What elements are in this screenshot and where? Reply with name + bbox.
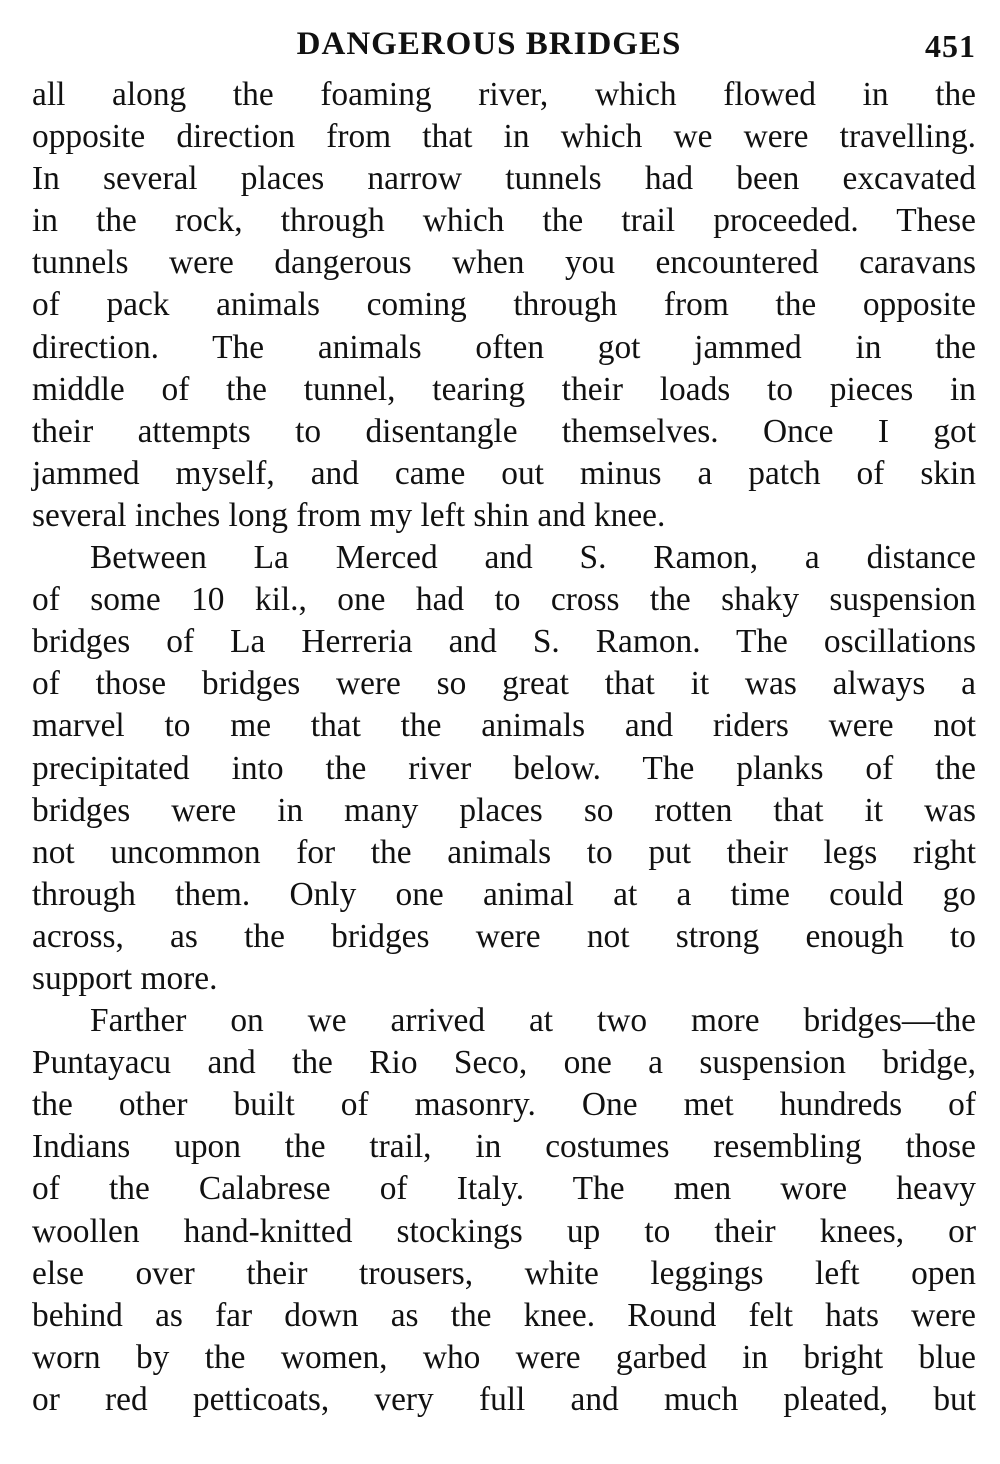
text-line: several inches long from my left shin and knee. [32, 496, 666, 534]
text-line: of pack animals coming through from the opposite [32, 286, 976, 324]
page-number: 451 [925, 28, 976, 64]
text-line: of some 10 kil., one had to cross the shaky suspension [32, 581, 976, 619]
text-line: of the Calabrese of Italy. The men wore heavy [32, 1170, 976, 1208]
text-line: In several places narrow tunnels had been excavated [32, 160, 976, 198]
text-line: through them. Only one animal at a time could go [32, 875, 976, 913]
text-line: Farther on we arrived at two more bridges—the [90, 1002, 976, 1040]
text-line: across, as the bridges were not strong enough to [32, 917, 976, 955]
text-line: Indians upon the trail, in costumes resembling those [32, 1128, 976, 1166]
text-line: tunnels were dangerous when you encountered caravans [32, 244, 976, 282]
text-line: in the rock, through which the trail proceeded. These [32, 202, 976, 240]
text-line: bridges of La Herreria and S. Ramon. The oscillations [32, 623, 976, 661]
text-line: jammed myself, and came out minus a patch of skin [32, 454, 976, 492]
book-page [32, 22, 976, 1452]
text-line: bridges were in many places so rotten that it was [32, 791, 976, 829]
text-line: Puntayacu and the Rio Seco, one a suspension bridge, [32, 1044, 976, 1082]
text-line: woollen hand-knitted stockings up to their knees, or [32, 1212, 976, 1250]
paragraph [32, 537, 976, 1000]
paragraph [32, 1000, 976, 1421]
text-line: marvel to me that the animals and riders were not [32, 707, 976, 745]
text-line: direction. The animals often got jammed in the [32, 328, 976, 366]
running-title: DANGEROUS BRIDGES [296, 26, 682, 62]
text-line: support more. [32, 959, 218, 997]
text-line: not uncommon for the animals to put their legs right [32, 833, 976, 871]
text-line: else over their trousers, white leggings left open [32, 1254, 976, 1292]
text-line: middle of the tunnel, tearing their loads to pieces in [32, 370, 976, 408]
text-line: or red petticoats, very full and much pleated, but [32, 1380, 976, 1418]
text-line: Between La Merced and S. Ramon, a distance [90, 539, 976, 577]
text-line: the other built of masonry. One met hundreds of [32, 1086, 976, 1124]
text-line: opposite direction from that in which we were travelling. [32, 118, 976, 156]
text-line: worn by the women, who were garbed in bright blue [32, 1338, 976, 1376]
paragraph [32, 74, 976, 537]
text-line: their attempts to disentangle themselves. Once I got [32, 412, 976, 450]
text-line: of those bridges were so great that it was always a [32, 665, 976, 703]
page-header [32, 22, 976, 74]
text-line: all along the foaming river, which flowed in the [32, 76, 976, 113]
text-line: behind as far down as the knee. Round felt hats were [32, 1296, 976, 1334]
text-line: precipitated into the river below. The planks of the [32, 749, 976, 787]
body-text [32, 74, 976, 1421]
